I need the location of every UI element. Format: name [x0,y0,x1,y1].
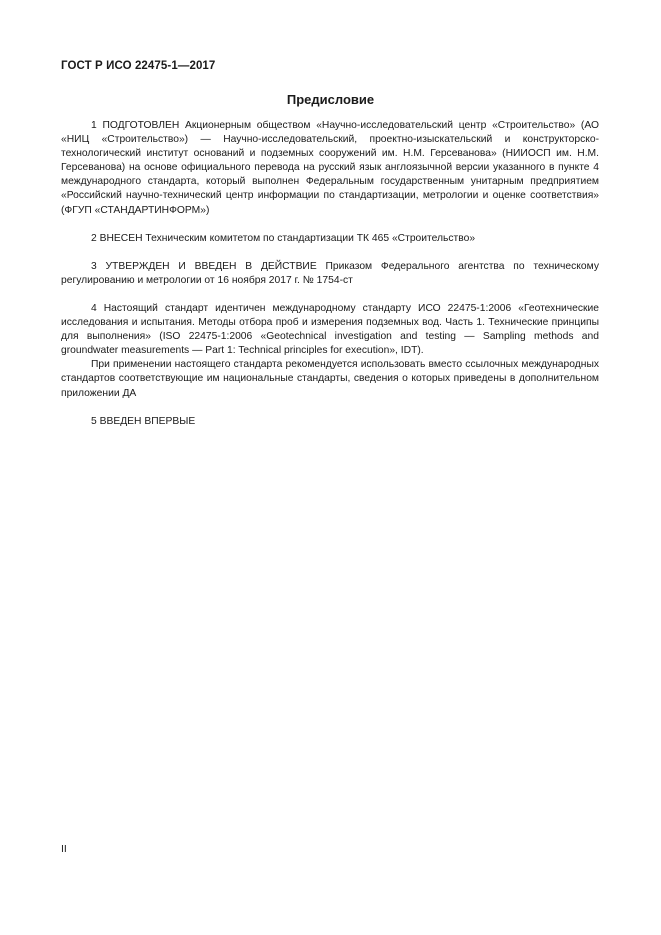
paragraph-4-identical: 4 Настоящий стандарт идентичен международному стандарту ИСО 22475-1:2006 «Геотехнические исследования и испытания. Методы отбора проб и измерения подземных вод. Часть 1. Технические принципы для выполнения» (ISO 22475-1:2006 «Geotechnical investigation and testing — Sampling methods and groundwater measurements — Part 1: Technical principles for execution», IDT). [61,302,599,357]
paragraph-1-prepared: 1 ПОДГОТОВЛЕН Акционерным обществом «Научно-исследовательский центр «Строительство» (АО «НИЦ «Строительство») — Научно-исследовательский, проектно-изыскательский и конструкторско-технологический институт оснований и подземных сооружений им. Н.М. Герсеванова» (НИИОСП им. Н.М. Герсеванова) на основе официального перевода на русский язык англоязычной версии указанного в пункте 4 международного стандарта, который выполнен Федеральным государственным унитарным предприятием «Российский научно-технический центр информации по стандартизации, метрологии и оценке соответствия» (ФГУП «СТАНДАРТИНФОРМ») [61,120,599,216]
page-title [0,92,661,107]
standard-code-header: ГОСТ Р ИСО 22475-1—2017 [61,60,216,72]
paragraph-2-submitted: 2 ВНЕСЕН Техническим комитетом по стандартизации ТК 465 «Строительство» [91,232,476,244]
foreword-body [61,119,599,429]
paragraph-5-introduced: 5 ВВЕДЕН ВПЕРВЫЕ [91,415,196,427]
page-number: II [61,843,67,855]
paragraph-3-approved: 3 УТВЕРЖДЕН И ВВЕДЕН В ДЕЙСТВИЕ Приказом Федерального агентства по техническому регулированию и метрологии от 16 ноября 2017 г. № 1754-ст [61,260,599,286]
foreword-heading: Предисловие [286,92,375,107]
paragraph-4-note: При применении настоящего стандарта рекомендуется использовать вместо ссылочных международных стандартов соответствующие им национальные стандарты, сведения о которых приведены в дополнительном приложении ДА [61,359,599,399]
